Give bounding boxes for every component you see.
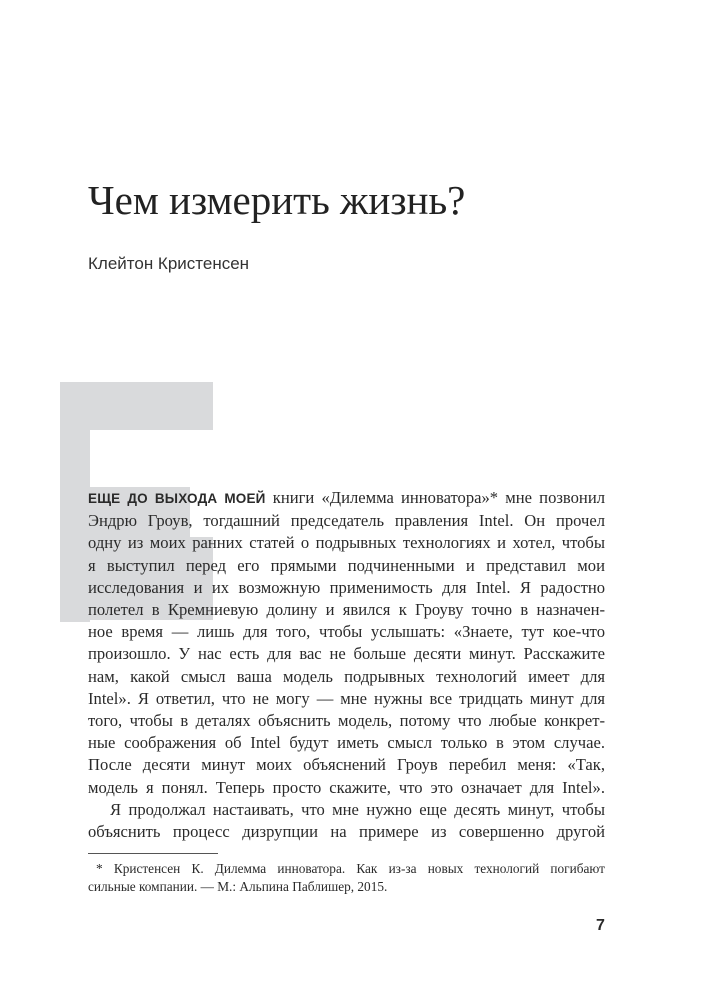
body-line: Эндрю Гроув, тогдашний председатель правления Intel. Он прочел bbox=[88, 511, 605, 531]
lead-in: ЕЩЕ ДО ВЫХОДА МОЕЙ bbox=[88, 491, 266, 506]
body-line: нам, какой смысл ваша модель подрывных технологий имеет для bbox=[88, 666, 605, 686]
chapter-title: Чем измерить жизнь? bbox=[88, 177, 466, 223]
footnote-line: сильные компании. — М.: Альпина Паблишер, 2015. bbox=[88, 879, 388, 894]
body-line: одну из моих ранних статей о подрывных технологиях и хотел, чтобы bbox=[88, 533, 605, 553]
body-line: После десяти минут моих объяснений Гроув перебил меня: «Так, bbox=[88, 755, 605, 775]
body-line: Я продолжал настаивать, что мне нужно еще десять минут, чтобы bbox=[110, 799, 605, 819]
body-line-text: книги «Дилемма инноватора»* мне позвонил bbox=[272, 488, 605, 507]
body-line: исследования и их возможную применимость для Intel. Я радостно bbox=[88, 577, 605, 597]
body-line: того, чтобы в деталях объяснить модель, потому что любые конкрет- bbox=[88, 711, 605, 731]
body-line: ные соображения об Intel будут иметь смысл только в этом случае. bbox=[88, 733, 605, 753]
footnote bbox=[88, 860, 605, 896]
page-number: 7 bbox=[596, 917, 605, 934]
body-line: ное время — лишь для того, чтобы услышать: «Знаете, тут кое-что bbox=[88, 622, 605, 642]
body-line: произошло. У нас есть для вас не больше десяти минут. Расскажите bbox=[88, 644, 605, 664]
footnote-divider bbox=[88, 853, 218, 854]
footnote-line: * Кристенсен К. Дилемма инноватора. Как из-за новых технологий погибают bbox=[96, 861, 605, 876]
chapter-author: Клейтон Кристенсен bbox=[88, 254, 250, 273]
body-line: я выступил перед его прямыми подчиненными и представил мои bbox=[88, 555, 605, 575]
body-text bbox=[88, 487, 605, 843]
body-line: полетел в Кремниевую долину и явился к Гроуву точно в назначен- bbox=[88, 600, 605, 620]
body-line bbox=[88, 487, 605, 510]
body-line: объяснить процесс дизрупции на примере из совершенно другой bbox=[88, 822, 605, 842]
body-line: модель я понял. Теперь просто скажите, что это означает для Intel». bbox=[88, 777, 605, 797]
body-line: Intel». Я ответил, что не могу — мне нужны все тридцать минут для bbox=[88, 688, 605, 708]
